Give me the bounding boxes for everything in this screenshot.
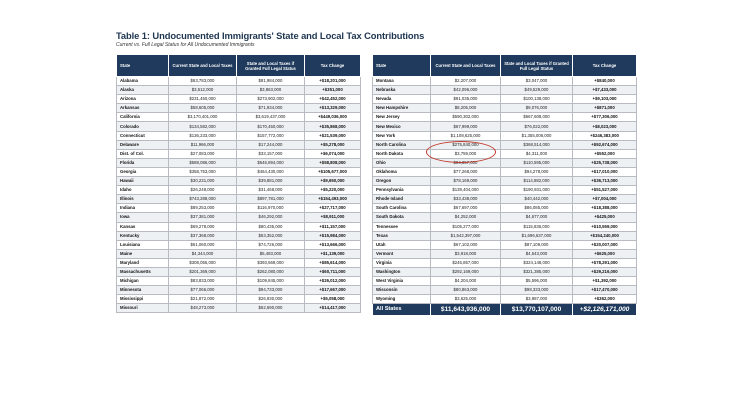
table-row <box>373 258 637 267</box>
legal-tax-cell: $71,934,000 <box>237 104 305 113</box>
column-header-state: State <box>373 55 431 77</box>
tax-change-cell: +$5,220,000 <box>305 186 361 195</box>
legal-tax-cell: $94,733,000 <box>237 286 305 295</box>
legal-tax-cell: $17,244,000 <box>237 140 305 149</box>
current-tax-cell: $80,863,000 <box>431 286 501 295</box>
legal-tax-cell: $1,355,008,000 <box>501 131 573 140</box>
table-row <box>117 295 361 304</box>
legal-tax-cell: $1,696,637,000 <box>501 231 573 240</box>
tax-change-cell: +$8,023,000 <box>573 122 637 131</box>
current-tax-cell: $292,169,000 <box>431 267 501 276</box>
table-row <box>117 267 361 276</box>
column-header-change: Tax Change <box>573 55 637 77</box>
tax-change-cell: +$58,808,000 <box>305 158 361 167</box>
state-cell: Utah <box>373 240 431 249</box>
tax-change-cell: +$871,000 <box>573 104 637 113</box>
current-tax-cell: $63,783,000 <box>169 77 237 86</box>
current-tax-cell: $743,288,000 <box>169 195 237 204</box>
state-cell: Tennessee <box>373 222 431 231</box>
table-row <box>373 249 637 258</box>
tax-change-cell: +$8,911,000 <box>305 213 361 222</box>
tax-change-cell: +$78,291,000 <box>573 258 637 267</box>
tax-change-cell: +$15,984,000 <box>305 231 361 240</box>
tax-change-cell: +$425,000 <box>573 213 637 222</box>
current-tax-cell: $1,108,625,000 <box>431 131 501 140</box>
tax-change-cell: +$7,433,000 <box>573 86 637 95</box>
column-header-current: Current State and Local Taxes <box>431 55 501 77</box>
current-tax-cell: $67,999,000 <box>431 122 501 131</box>
tax-change-cell: +$5,058,000 <box>305 295 361 304</box>
table-row <box>117 131 361 140</box>
state-cell: New Mexico <box>373 122 431 131</box>
table-row <box>373 267 637 276</box>
table-row <box>117 158 361 167</box>
tax-change-cell: +$29,216,000 <box>573 267 637 276</box>
current-tax-cell: $3,170,401,000 <box>169 113 237 122</box>
tax-change-cell: +$362,000 <box>573 295 637 304</box>
current-tax-cell: $4,344,000 <box>169 249 237 258</box>
tax-change-cell: +$9,103,000 <box>573 95 637 104</box>
table-row <box>117 222 361 231</box>
state-cell: West Virginia <box>373 277 431 286</box>
legal-tax-cell: $464,430,000 <box>237 167 305 176</box>
legal-tax-cell: $324,148,000 <box>501 258 573 267</box>
state-cell: Vermont <box>373 249 431 258</box>
state-cell: Colorado <box>117 122 169 131</box>
legal-tax-cell: $110,595,000 <box>501 158 573 167</box>
table-title: Table 1: Undocumented Immigrants' State and Local Tax Contributions <box>116 30 425 41</box>
legal-tax-cell: $262,080,000 <box>237 267 305 276</box>
current-tax-cell: $139,404,000 <box>431 186 501 195</box>
current-tax-cell: $2,207,000 <box>431 77 501 86</box>
totals-row <box>373 304 637 316</box>
current-tax-cell: $42,096,000 <box>431 86 501 95</box>
table-row <box>373 213 637 222</box>
table-row <box>373 295 637 304</box>
tax-change-cell: +$552,000 <box>573 149 637 158</box>
left-table-body <box>117 77 361 313</box>
tax-change-cell: +$42,452,000 <box>305 95 361 104</box>
current-tax-cell: $231,450,000 <box>169 95 237 104</box>
tax-change-cell: +$154,240,000 <box>573 231 637 240</box>
tax-change-cell: +$77,306,000 <box>573 113 637 122</box>
current-tax-cell: $26,248,000 <box>169 186 237 195</box>
table-row <box>117 249 361 258</box>
table-row <box>117 113 361 122</box>
legal-tax-cell: $190,931,000 <box>501 186 573 195</box>
legal-tax-cell: $81,984,000 <box>237 77 305 86</box>
document <box>116 30 636 314</box>
current-tax-cell: $21,872,000 <box>169 295 237 304</box>
current-tax-cell: $590,302,000 <box>431 113 501 122</box>
legal-tax-cell: $4,311,000 <box>501 149 573 158</box>
legal-tax-cell: $273,902,000 <box>237 95 305 104</box>
legal-tax-cell: $40,442,000 <box>501 195 573 204</box>
current-tax-cell: $77,066,000 <box>169 286 237 295</box>
table-row <box>373 158 637 167</box>
current-tax-cell: $1,542,397,000 <box>431 231 501 240</box>
current-tax-cell: $308,055,000 <box>169 258 237 267</box>
current-tax-cell: $275,840,000 <box>431 140 501 149</box>
legal-tax-cell: $157,772,000 <box>237 131 305 140</box>
legal-tax-cell: $3,047,000 <box>501 77 573 86</box>
column-header-legal: State and Local Taxes if Granted Full Legal Status <box>237 55 305 77</box>
current-tax-cell: $91,035,000 <box>431 95 501 104</box>
legal-tax-cell: $170,450,000 <box>237 122 305 131</box>
tax-table-right <box>372 54 637 316</box>
table-row <box>373 77 637 86</box>
current-tax-cell: $37,381,000 <box>169 213 237 222</box>
totals-change: +$2,126,171,000 <box>573 304 637 316</box>
legal-tax-cell: $74,726,000 <box>237 240 305 249</box>
state-cell: Nebraska <box>373 86 431 95</box>
legal-tax-cell: $3,619,437,000 <box>237 113 305 122</box>
state-cell: Massachusetts <box>117 267 169 276</box>
table-row <box>117 213 361 222</box>
current-tax-cell: $588,086,000 <box>169 158 237 167</box>
current-tax-cell: $4,204,000 <box>431 277 501 286</box>
tax-change-cell: +$36,713,000 <box>573 177 637 186</box>
table-row <box>117 86 361 95</box>
table-row <box>117 304 361 313</box>
current-tax-cell: $37,368,000 <box>169 231 237 240</box>
state-cell: Wyoming <box>373 295 431 304</box>
tax-change-cell: +$14,417,000 <box>305 304 361 313</box>
tax-change-cell: +$9,650,000 <box>305 177 361 186</box>
legal-tax-cell: $393,669,000 <box>237 258 305 267</box>
legal-tax-cell: $114,882,000 <box>501 177 573 186</box>
state-cell: Kentucky <box>117 231 169 240</box>
legal-tax-cell: $76,022,000 <box>501 122 573 131</box>
table-row <box>373 122 637 131</box>
legal-tax-cell: $897,781,000 <box>237 195 305 204</box>
table-row <box>373 195 637 204</box>
state-cell: North Dakota <box>373 149 431 158</box>
legal-tax-cell: $98,333,000 <box>501 286 573 295</box>
current-tax-cell: $83,833,000 <box>169 277 237 286</box>
right-table-body <box>373 77 637 304</box>
state-cell: Maine <box>117 249 169 258</box>
state-cell: South Carolina <box>373 204 431 213</box>
state-cell: New York <box>373 131 431 140</box>
legal-tax-cell: $53,352,000 <box>237 231 305 240</box>
legal-tax-cell: $9,076,000 <box>501 104 573 113</box>
legal-tax-cell: $31,468,000 <box>237 186 305 195</box>
state-cell: California <box>117 113 169 122</box>
current-tax-cell: $67,697,000 <box>431 204 501 213</box>
current-tax-cell: $84,857,000 <box>431 158 501 167</box>
tax-change-cell: +$21,539,000 <box>305 131 361 140</box>
legal-tax-cell: $368,514,000 <box>501 140 573 149</box>
state-cell: Montana <box>373 77 431 86</box>
state-cell: Rhode Island <box>373 195 431 204</box>
tax-change-cell: +$351,000 <box>305 86 361 95</box>
state-cell: Oregon <box>373 177 431 186</box>
state-cell: Ohio <box>373 158 431 167</box>
column-header-current: Current State and Local Taxes <box>169 55 237 77</box>
state-cell: South Dakota <box>373 213 431 222</box>
state-cell: North Carolina <box>373 140 431 149</box>
table-row <box>373 95 637 104</box>
state-cell: Texas <box>373 231 431 240</box>
legal-tax-cell: $4,543,000 <box>501 249 573 258</box>
table-row <box>117 277 361 286</box>
state-cell: Dist. of Col. <box>117 149 169 158</box>
state-cell: Illinois <box>117 195 169 204</box>
table-row <box>373 240 637 249</box>
current-tax-cell: $8,205,000 <box>431 104 501 113</box>
column-header-state: State <box>117 55 169 77</box>
tax-change-cell: +$840,000 <box>573 77 637 86</box>
state-cell: Virginia <box>373 258 431 267</box>
state-cell: Wisconsin <box>373 286 431 295</box>
current-tax-cell: $105,277,000 <box>431 222 501 231</box>
table-row <box>117 231 361 240</box>
current-tax-cell: $67,102,000 <box>431 240 501 249</box>
legal-tax-cell: $100,138,000 <box>501 95 573 104</box>
table-row <box>373 286 637 295</box>
current-tax-cell: $358,753,000 <box>169 167 237 176</box>
tax-change-cell: +$18,388,000 <box>573 204 637 213</box>
table-row <box>373 86 637 95</box>
legal-tax-cell: $80,435,000 <box>237 222 305 231</box>
totals-label: All States <box>373 304 431 316</box>
state-cell: Arkansas <box>117 104 169 113</box>
table-row <box>373 177 637 186</box>
current-tax-cell: $30,231,000 <box>169 177 237 186</box>
tax-change-cell: +$105,677,000 <box>305 167 361 176</box>
current-tax-cell: $77,268,000 <box>431 167 501 176</box>
current-tax-cell: $3,918,000 <box>431 249 501 258</box>
table-row <box>117 186 361 195</box>
tax-change-cell: +$20,007,000 <box>573 240 637 249</box>
legal-tax-cell: $94,278,000 <box>501 167 573 176</box>
table-row <box>373 231 637 240</box>
tax-table-left <box>116 54 361 313</box>
table-row <box>373 104 637 113</box>
state-cell: Georgia <box>117 167 169 176</box>
tax-change-cell: +$154,493,000 <box>305 195 361 204</box>
tax-change-cell: +$1,139,000 <box>305 249 361 258</box>
state-cell: Michigan <box>117 277 169 286</box>
tax-change-cell: +$7,004,000 <box>573 195 637 204</box>
tax-change-cell: +$92,674,000 <box>573 140 637 149</box>
table-row <box>373 140 637 149</box>
state-cell: Maryland <box>117 258 169 267</box>
current-tax-cell: $134,582,000 <box>169 122 237 131</box>
state-cell: Pennsylvania <box>373 186 431 195</box>
current-tax-cell: $78,169,000 <box>431 177 501 186</box>
state-cell: Iowa <box>117 213 169 222</box>
state-cell: New Hampshire <box>373 104 431 113</box>
table-row <box>117 122 361 131</box>
state-cell: Louisiana <box>117 240 169 249</box>
legal-tax-cell: $49,529,000 <box>501 86 573 95</box>
legal-tax-cell: $115,836,000 <box>501 222 573 231</box>
tax-change-cell: +$11,157,000 <box>305 222 361 231</box>
state-cell: Kansas <box>117 222 169 231</box>
tax-change-cell: +$246,383,000 <box>573 131 637 140</box>
table-row <box>373 167 637 176</box>
table-row <box>117 95 361 104</box>
table-row <box>373 186 637 195</box>
current-tax-cell: $58,605,000 <box>169 104 237 113</box>
tax-change-cell: +$13,666,000 <box>305 240 361 249</box>
tax-change-cell: +$26,012,000 <box>305 277 361 286</box>
table-row <box>117 240 361 249</box>
tax-change-cell: +$17,667,000 <box>305 286 361 295</box>
totals-legal: $13,770,107,000 <box>501 304 573 316</box>
current-tax-cell: $61,060,000 <box>169 240 237 249</box>
state-cell: Alabama <box>117 77 169 86</box>
tax-change-cell: +$60,711,000 <box>305 267 361 276</box>
legal-tax-cell: $87,109,000 <box>501 240 573 249</box>
current-tax-cell: $136,233,000 <box>169 131 237 140</box>
tax-change-cell: +$27,717,000 <box>305 204 361 213</box>
totals-current: $11,643,936,000 <box>431 304 501 316</box>
column-header-legal: State and Local Taxes if Granted Full Legal Status <box>501 55 573 77</box>
state-cell: Mississippi <box>117 295 169 304</box>
tax-change-cell: +$13,329,000 <box>305 104 361 113</box>
current-tax-cell: $245,857,000 <box>431 258 501 267</box>
current-tax-cell: $89,253,000 <box>169 204 237 213</box>
table-subtitle: Current vs. Full Legal Status for All Undocumented Immigrants <box>116 42 255 48</box>
current-tax-cell: $3,759,000 <box>431 149 501 158</box>
state-cell: Connecticut <box>117 131 169 140</box>
table-row <box>373 149 637 158</box>
legal-tax-cell: $5,596,000 <box>501 277 573 286</box>
legal-tax-cell: $46,292,000 <box>237 213 305 222</box>
tax-change-cell: +$625,000 <box>573 249 637 258</box>
table-row <box>117 140 361 149</box>
current-tax-cell: $3,625,000 <box>431 295 501 304</box>
table-row <box>117 258 361 267</box>
state-cell: Nevada <box>373 95 431 104</box>
legal-tax-cell: $3,863,000 <box>237 86 305 95</box>
legal-tax-cell: $109,845,000 <box>237 277 305 286</box>
tax-change-cell: +$25,738,000 <box>573 158 637 167</box>
tax-change-cell: +$85,614,000 <box>305 258 361 267</box>
table-row <box>373 277 637 286</box>
state-cell: Alaska <box>117 86 169 95</box>
column-header-change: Tax Change <box>305 55 361 77</box>
table-row <box>373 222 637 231</box>
current-tax-cell: $3,512,000 <box>169 86 237 95</box>
tax-change-cell: +$10,559,000 <box>573 222 637 231</box>
table-row <box>117 104 361 113</box>
legal-tax-cell: $62,690,000 <box>237 304 305 313</box>
legal-tax-cell: $4,677,000 <box>501 213 573 222</box>
legal-tax-cell: $33,157,000 <box>237 149 305 158</box>
tax-change-cell: +$17,010,000 <box>573 167 637 176</box>
tax-change-cell: +$17,470,000 <box>573 286 637 295</box>
table-row <box>117 167 361 176</box>
legal-tax-cell: $321,385,000 <box>501 267 573 276</box>
state-cell: Washington <box>373 267 431 276</box>
state-cell: Idaho <box>117 186 169 195</box>
legal-tax-cell: $26,930,000 <box>237 295 305 304</box>
legal-tax-cell: $39,881,000 <box>237 177 305 186</box>
table-row <box>373 131 637 140</box>
table-row <box>117 77 361 86</box>
legal-tax-cell: $646,894,000 <box>237 158 305 167</box>
table-row <box>117 204 361 213</box>
state-cell: Oklahoma <box>373 167 431 176</box>
state-cell: Minnesota <box>117 286 169 295</box>
table-row <box>117 177 361 186</box>
tax-change-cell: +$51,527,000 <box>573 186 637 195</box>
tax-change-cell: +$5,278,000 <box>305 140 361 149</box>
state-cell: Arizona <box>117 95 169 104</box>
table-row <box>117 286 361 295</box>
tax-change-cell: +$18,201,000 <box>305 77 361 86</box>
legal-tax-cell: $5,483,000 <box>237 249 305 258</box>
table-row <box>373 113 637 122</box>
current-tax-cell: $48,273,000 <box>169 304 237 313</box>
current-tax-cell: $4,252,000 <box>431 213 501 222</box>
current-tax-cell: $33,438,000 <box>431 195 501 204</box>
current-tax-cell: $11,966,000 <box>169 140 237 149</box>
table-row <box>117 195 361 204</box>
tax-change-cell: +$35,868,000 <box>305 122 361 131</box>
table-row <box>373 204 637 213</box>
table-row <box>117 149 361 158</box>
current-tax-cell: $201,369,000 <box>169 267 237 276</box>
legal-tax-cell: $3,987,000 <box>501 295 573 304</box>
state-cell: Florida <box>117 158 169 167</box>
legal-tax-cell: $116,970,000 <box>237 204 305 213</box>
tax-change-cell: +$6,074,000 <box>305 149 361 158</box>
state-cell: New Jersey <box>373 113 431 122</box>
current-tax-cell: $27,083,000 <box>169 149 237 158</box>
state-cell: Missouri <box>117 304 169 313</box>
current-tax-cell: $69,278,000 <box>169 222 237 231</box>
tax-change-cell: +$449,036,000 <box>305 113 361 122</box>
legal-tax-cell: $86,085,000 <box>501 204 573 213</box>
tax-change-cell: +$1,392,000 <box>573 277 637 286</box>
state-cell: Delaware <box>117 140 169 149</box>
state-cell: Indiana <box>117 204 169 213</box>
state-cell: Hawaii <box>117 177 169 186</box>
legal-tax-cell: $667,608,000 <box>501 113 573 122</box>
